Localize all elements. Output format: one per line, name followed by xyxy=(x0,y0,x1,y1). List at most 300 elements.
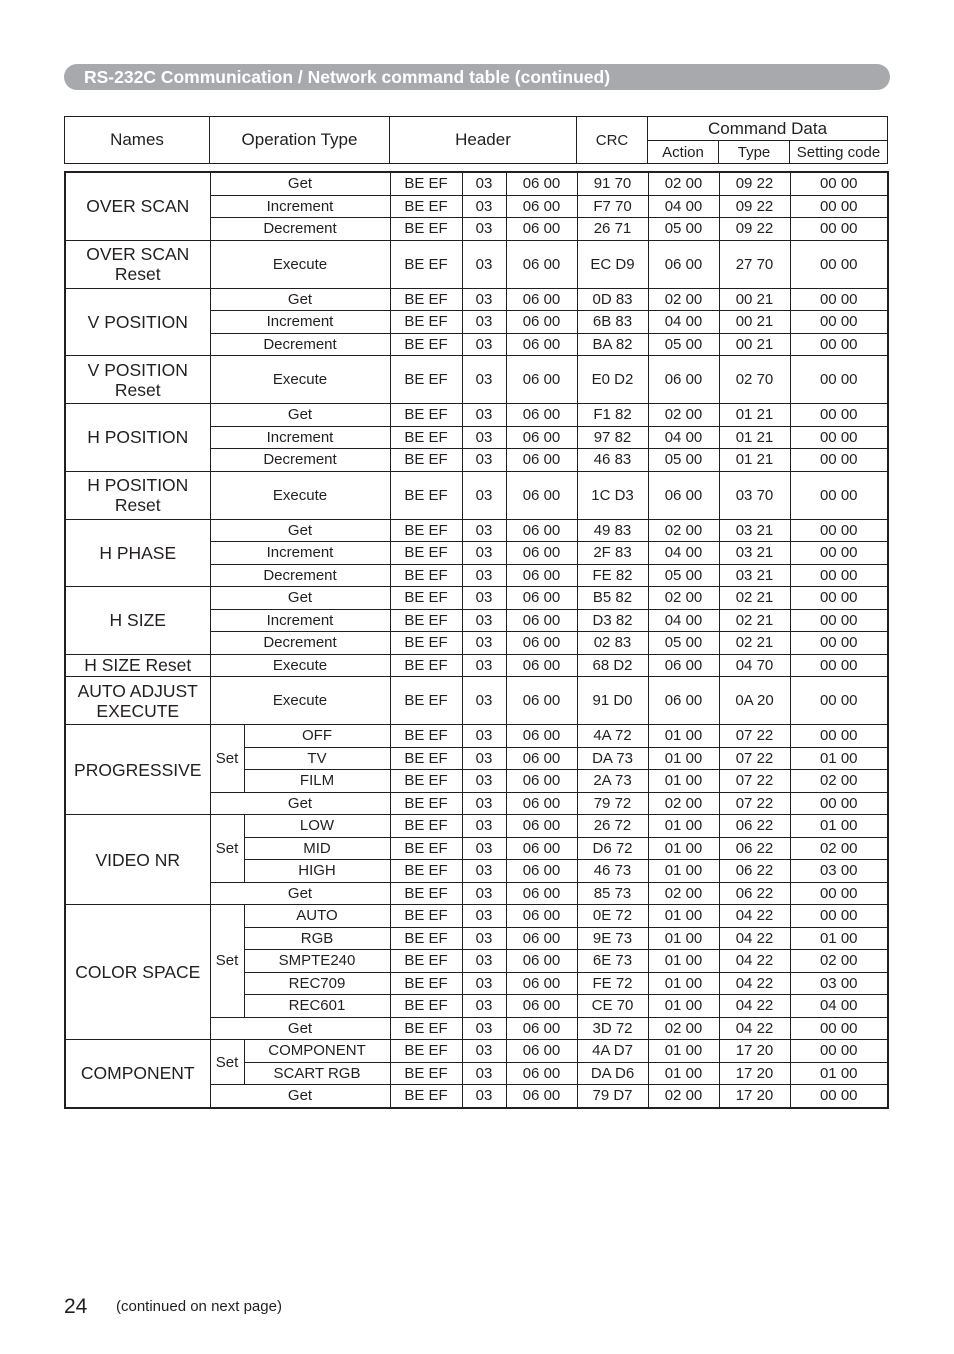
action-cell: 02 00 xyxy=(648,404,719,427)
header-byte-3: 03 xyxy=(462,356,506,404)
crc-cell: 91 D0 xyxy=(577,677,648,725)
operation-type-cell: Get xyxy=(210,404,390,427)
table-row xyxy=(65,654,888,677)
type-cell: 17 20 xyxy=(719,1062,790,1085)
type-cell: 04 22 xyxy=(719,927,790,950)
header-bytes: BE EF xyxy=(390,995,462,1018)
action-cell: 01 00 xyxy=(648,815,719,838)
operation-type-cell: Execute xyxy=(210,677,390,725)
header-table xyxy=(64,116,888,164)
operation-type-cell: Increment xyxy=(210,195,390,218)
crc-cell: FE 72 xyxy=(577,972,648,995)
setting-code-cell: 03 00 xyxy=(790,972,888,995)
header-byte-3: 03 xyxy=(462,404,506,427)
header-byte-3: 03 xyxy=(462,519,506,542)
operation-type-cell: Decrement xyxy=(210,218,390,241)
header-byte-3: 03 xyxy=(462,218,506,241)
table-row xyxy=(65,172,888,195)
header-bytes-4-5: 06 00 xyxy=(506,725,577,748)
crc-cell: 26 71 xyxy=(577,218,648,241)
operation-type-cell: Get xyxy=(210,792,390,815)
setting-code-cell: 00 00 xyxy=(790,609,888,632)
operation-type-cell: Execute xyxy=(210,356,390,404)
header-bytes-4-5: 06 00 xyxy=(506,632,577,655)
setting-code-cell: 00 00 xyxy=(790,311,888,334)
header-bytes: BE EF xyxy=(390,311,462,334)
action-cell: 06 00 xyxy=(648,356,719,404)
header-byte-3: 03 xyxy=(462,815,506,838)
setting-code-cell: 00 00 xyxy=(790,1085,888,1108)
crc-cell: 46 83 xyxy=(577,449,648,472)
crc-cell: 85 73 xyxy=(577,882,648,905)
operation-type-cell: Execute xyxy=(210,240,390,288)
action-cell: 05 00 xyxy=(648,333,719,356)
header-bytes-4-5: 06 00 xyxy=(506,747,577,770)
header-byte-3: 03 xyxy=(462,1017,506,1040)
action-cell: 02 00 xyxy=(648,1017,719,1040)
operation-type-cell: Get xyxy=(210,587,390,610)
crc-cell: D3 82 xyxy=(577,609,648,632)
action-cell: 01 00 xyxy=(648,905,719,928)
type-cell: 06 22 xyxy=(719,815,790,838)
header-bytes: BE EF xyxy=(390,218,462,241)
setting-code-cell: 01 00 xyxy=(790,815,888,838)
setting-code-cell: 01 00 xyxy=(790,1062,888,1085)
type-cell: 00 21 xyxy=(719,333,790,356)
header-byte-3: 03 xyxy=(462,632,506,655)
crc-cell: 0E 72 xyxy=(577,905,648,928)
type-cell: 09 22 xyxy=(719,218,790,241)
header-bytes: BE EF xyxy=(390,1040,462,1063)
setting-code-cell: 00 00 xyxy=(790,542,888,565)
header-bytes-4-5: 06 00 xyxy=(506,333,577,356)
header-byte-3: 03 xyxy=(462,1062,506,1085)
section-banner xyxy=(64,64,890,90)
type-cell: 04 22 xyxy=(719,905,790,928)
type-cell: 09 22 xyxy=(719,172,790,195)
action-cell: 01 00 xyxy=(648,927,719,950)
action-cell: 04 00 xyxy=(648,426,719,449)
setting-code-cell: 00 00 xyxy=(790,356,888,404)
header-bytes-4-5: 06 00 xyxy=(506,542,577,565)
set-label: Set xyxy=(210,905,244,1018)
header-byte-3: 03 xyxy=(462,288,506,311)
header-byte-3: 03 xyxy=(462,1085,506,1108)
setting-code-cell: 00 00 xyxy=(790,1017,888,1040)
command-name: H SIZE Reset xyxy=(65,654,210,677)
setting-code-cell: 00 00 xyxy=(790,426,888,449)
type-cell: 17 20 xyxy=(719,1040,790,1063)
type-cell: 04 22 xyxy=(719,995,790,1018)
operation-type-cell: Execute xyxy=(210,654,390,677)
command-name: VIDEO NR xyxy=(65,815,210,905)
header-bytes-4-5: 06 00 xyxy=(506,404,577,427)
header-bytes-4-5: 06 00 xyxy=(506,792,577,815)
crc-cell: 9E 73 xyxy=(577,927,648,950)
header-byte-3: 03 xyxy=(462,972,506,995)
crc-cell: 4A D7 xyxy=(577,1040,648,1063)
header-names: Names xyxy=(65,117,210,164)
header-bytes-4-5: 06 00 xyxy=(506,905,577,928)
header-bytes-4-5: 06 00 xyxy=(506,609,577,632)
operation-type-cell: Get xyxy=(210,1017,390,1040)
setting-code-cell: 00 00 xyxy=(790,725,888,748)
header-bytes-4-5: 06 00 xyxy=(506,587,577,610)
type-cell: 27 70 xyxy=(719,240,790,288)
header-bytes-4-5: 06 00 xyxy=(506,950,577,973)
action-cell: 02 00 xyxy=(648,172,719,195)
header-bytes-4-5: 06 00 xyxy=(506,426,577,449)
type-cell: 07 22 xyxy=(719,770,790,793)
setting-code-cell: 00 00 xyxy=(790,449,888,472)
type-cell: 03 21 xyxy=(719,542,790,565)
table-row xyxy=(65,404,888,427)
command-name: V POSITION xyxy=(65,288,210,356)
table-row xyxy=(65,471,888,519)
crc-cell: DA 73 xyxy=(577,747,648,770)
header-byte-3: 03 xyxy=(462,747,506,770)
header-bytes: BE EF xyxy=(390,519,462,542)
setting-code-cell: 00 00 xyxy=(790,882,888,905)
table-row xyxy=(65,905,888,928)
command-name: H POSITION Reset xyxy=(65,471,210,519)
crc-cell: D6 72 xyxy=(577,837,648,860)
action-cell: 06 00 xyxy=(648,677,719,725)
setting-code-cell: 00 00 xyxy=(790,519,888,542)
type-cell: 06 22 xyxy=(719,860,790,883)
setting-code-cell: 01 00 xyxy=(790,927,888,950)
header-bytes-4-5: 06 00 xyxy=(506,288,577,311)
type-cell: 01 21 xyxy=(719,404,790,427)
header-bytes-4-5: 06 00 xyxy=(506,815,577,838)
header-bytes: BE EF xyxy=(390,950,462,973)
setting-code-cell: 02 00 xyxy=(790,770,888,793)
setting-code-cell: 00 00 xyxy=(790,218,888,241)
table-row xyxy=(65,519,888,542)
header-byte-3: 03 xyxy=(462,995,506,1018)
type-cell: 04 70 xyxy=(719,654,790,677)
header-bytes: BE EF xyxy=(390,609,462,632)
operation-type-cell: Decrement xyxy=(210,632,390,655)
type-cell: 00 21 xyxy=(719,311,790,334)
header-bytes-4-5: 06 00 xyxy=(506,519,577,542)
command-name: V POSITION Reset xyxy=(65,356,210,404)
header-bytes-4-5: 06 00 xyxy=(506,860,577,883)
header-bytes: BE EF xyxy=(390,654,462,677)
header-bytes: BE EF xyxy=(390,471,462,519)
setting-code-cell: 02 00 xyxy=(790,837,888,860)
action-cell: 01 00 xyxy=(648,770,719,793)
header-bytes: BE EF xyxy=(390,1062,462,1085)
operation-type-cell: Decrement xyxy=(210,333,390,356)
command-name: COMPONENT xyxy=(65,1040,210,1108)
crc-cell: E0 D2 xyxy=(577,356,648,404)
operation-type-cell: SMPTE240 xyxy=(244,950,390,973)
action-cell: 02 00 xyxy=(648,587,719,610)
table-row xyxy=(65,677,888,725)
header-byte-3: 03 xyxy=(462,860,506,883)
action-cell: 04 00 xyxy=(648,195,719,218)
operation-type-cell: Get xyxy=(210,1085,390,1108)
header-bytes: BE EF xyxy=(390,882,462,905)
header-bytes: BE EF xyxy=(390,564,462,587)
setting-code-cell: 04 00 xyxy=(790,995,888,1018)
action-cell: 01 00 xyxy=(648,995,719,1018)
type-cell: 06 22 xyxy=(719,837,790,860)
type-cell: 06 22 xyxy=(719,882,790,905)
operation-type-cell: LOW xyxy=(244,815,390,838)
operation-type-cell: Execute xyxy=(210,471,390,519)
crc-cell: 79 72 xyxy=(577,792,648,815)
command-name: COLOR SPACE xyxy=(65,905,210,1040)
header-bytes-4-5: 06 00 xyxy=(506,195,577,218)
header-bytes-4-5: 06 00 xyxy=(506,172,577,195)
type-cell: 02 21 xyxy=(719,587,790,610)
crc-cell: 68 D2 xyxy=(577,654,648,677)
command-name: AUTO ADJUST EXECUTE xyxy=(65,677,210,725)
set-label: Set xyxy=(210,815,244,883)
header-bytes: BE EF xyxy=(390,927,462,950)
type-cell: 03 21 xyxy=(719,519,790,542)
operation-type-cell: AUTO xyxy=(244,905,390,928)
action-cell: 04 00 xyxy=(648,609,719,632)
header-bytes: BE EF xyxy=(390,333,462,356)
action-cell: 06 00 xyxy=(648,654,719,677)
action-cell: 04 00 xyxy=(648,311,719,334)
operation-type-cell: SCART RGB xyxy=(244,1062,390,1085)
page-number: 24 xyxy=(64,1295,88,1318)
header-byte-3: 03 xyxy=(462,609,506,632)
operation-type-cell: Increment xyxy=(210,609,390,632)
crc-cell: BA 82 xyxy=(577,333,648,356)
crc-cell: 91 70 xyxy=(577,172,648,195)
crc-cell: 46 73 xyxy=(577,860,648,883)
crc-cell: 6B 83 xyxy=(577,311,648,334)
crc-cell: 6E 73 xyxy=(577,950,648,973)
header-byte-3: 03 xyxy=(462,449,506,472)
action-cell: 04 00 xyxy=(648,542,719,565)
operation-type-cell: Get xyxy=(210,288,390,311)
header-bytes: BE EF xyxy=(390,449,462,472)
header-bytes-4-5: 06 00 xyxy=(506,654,577,677)
header-type: Type xyxy=(719,141,790,164)
type-cell: 04 22 xyxy=(719,972,790,995)
header-byte-3: 03 xyxy=(462,587,506,610)
header-bytes: BE EF xyxy=(390,587,462,610)
operation-type-cell: Increment xyxy=(210,311,390,334)
crc-cell: 79 D7 xyxy=(577,1085,648,1108)
command-name: H PHASE xyxy=(65,519,210,587)
setting-code-cell: 00 00 xyxy=(790,172,888,195)
header-bytes: BE EF xyxy=(390,770,462,793)
header-bytes: BE EF xyxy=(390,860,462,883)
action-cell: 02 00 xyxy=(648,1085,719,1108)
crc-cell: 26 72 xyxy=(577,815,648,838)
header-bytes: BE EF xyxy=(390,905,462,928)
header-bytes-4-5: 06 00 xyxy=(506,1040,577,1063)
action-cell: 01 00 xyxy=(648,860,719,883)
action-cell: 01 00 xyxy=(648,725,719,748)
operation-type-cell: TV xyxy=(244,747,390,770)
header-bytes-4-5: 06 00 xyxy=(506,1017,577,1040)
header-bytes: BE EF xyxy=(390,972,462,995)
header-byte-3: 03 xyxy=(462,792,506,815)
header-bytes: BE EF xyxy=(390,404,462,427)
header-byte-3: 03 xyxy=(462,311,506,334)
continued-note: (continued on next page) xyxy=(116,1298,282,1315)
header-bytes: BE EF xyxy=(390,677,462,725)
setting-code-cell: 00 00 xyxy=(790,240,888,288)
crc-cell: 2A 73 xyxy=(577,770,648,793)
table-row xyxy=(65,1040,888,1063)
crc-cell: 02 83 xyxy=(577,632,648,655)
operation-type-cell: REC601 xyxy=(244,995,390,1018)
action-cell: 02 00 xyxy=(648,519,719,542)
header-operation-type: Operation Type xyxy=(210,117,390,164)
action-cell: 05 00 xyxy=(648,218,719,241)
type-cell: 04 22 xyxy=(719,950,790,973)
header-bytes-4-5: 06 00 xyxy=(506,311,577,334)
operation-type-cell: Increment xyxy=(210,426,390,449)
setting-code-cell: 00 00 xyxy=(790,471,888,519)
header-bytes: BE EF xyxy=(390,542,462,565)
operation-type-cell: Get xyxy=(210,172,390,195)
setting-code-cell: 00 00 xyxy=(790,905,888,928)
command-name: OVER SCAN Reset xyxy=(65,240,210,288)
setting-code-cell: 01 00 xyxy=(790,747,888,770)
type-cell: 07 22 xyxy=(719,725,790,748)
operation-type-cell: Get xyxy=(210,519,390,542)
banner-title: RS-232C Communication / Network command table (continued) xyxy=(84,67,611,87)
command-name: H SIZE xyxy=(65,587,210,655)
header-action: Action xyxy=(648,141,719,164)
action-cell: 02 00 xyxy=(648,288,719,311)
crc-cell: 1C D3 xyxy=(577,471,648,519)
setting-code-cell: 00 00 xyxy=(790,632,888,655)
header-bytes-4-5: 06 00 xyxy=(506,882,577,905)
header-bytes-4-5: 06 00 xyxy=(506,564,577,587)
header-bytes: BE EF xyxy=(390,792,462,815)
crc-cell: 97 82 xyxy=(577,426,648,449)
setting-code-cell: 00 00 xyxy=(790,792,888,815)
header-header: Header xyxy=(390,117,577,164)
header-byte-3: 03 xyxy=(462,240,506,288)
header-byte-3: 03 xyxy=(462,542,506,565)
header-byte-3: 03 xyxy=(462,654,506,677)
header-bytes-4-5: 06 00 xyxy=(506,770,577,793)
header-bytes-4-5: 06 00 xyxy=(506,240,577,288)
setting-code-cell: 00 00 xyxy=(790,333,888,356)
header-byte-3: 03 xyxy=(462,471,506,519)
header-byte-3: 03 xyxy=(462,333,506,356)
header-byte-3: 03 xyxy=(462,725,506,748)
action-cell: 01 00 xyxy=(648,1040,719,1063)
type-cell: 03 21 xyxy=(719,564,790,587)
type-cell: 07 22 xyxy=(719,792,790,815)
crc-cell: 2F 83 xyxy=(577,542,648,565)
operation-type-cell: Increment xyxy=(210,542,390,565)
type-cell: 04 22 xyxy=(719,1017,790,1040)
header-byte-3: 03 xyxy=(462,837,506,860)
operation-type-cell: REC709 xyxy=(244,972,390,995)
crc-cell: CE 70 xyxy=(577,995,648,1018)
table-row xyxy=(65,356,888,404)
action-cell: 01 00 xyxy=(648,1062,719,1085)
setting-code-cell: 00 00 xyxy=(790,1040,888,1063)
action-cell: 02 00 xyxy=(648,792,719,815)
type-cell: 00 21 xyxy=(719,288,790,311)
header-bytes-4-5: 06 00 xyxy=(506,471,577,519)
table-row xyxy=(65,815,888,838)
header-crc: CRC xyxy=(577,117,648,164)
header-byte-3: 03 xyxy=(462,950,506,973)
type-cell: 01 21 xyxy=(719,449,790,472)
setting-code-cell: 03 00 xyxy=(790,860,888,883)
command-name: PROGRESSIVE xyxy=(65,725,210,815)
table-row xyxy=(65,587,888,610)
action-cell: 05 00 xyxy=(648,632,719,655)
operation-type-cell: Get xyxy=(210,882,390,905)
header-bytes: BE EF xyxy=(390,747,462,770)
header-byte-3: 03 xyxy=(462,905,506,928)
type-cell: 0A 20 xyxy=(719,677,790,725)
header-bytes-4-5: 06 00 xyxy=(506,837,577,860)
crc-cell: 0D 83 xyxy=(577,288,648,311)
setting-code-cell: 00 00 xyxy=(790,587,888,610)
type-cell: 07 22 xyxy=(719,747,790,770)
type-cell: 09 22 xyxy=(719,195,790,218)
header-command-data: Command Data xyxy=(648,117,888,141)
crc-cell: 3D 72 xyxy=(577,1017,648,1040)
header-bytes-4-5: 06 00 xyxy=(506,1085,577,1108)
action-cell: 06 00 xyxy=(648,471,719,519)
set-label: Set xyxy=(210,725,244,793)
header-bytes-4-5: 06 00 xyxy=(506,972,577,995)
header-bytes: BE EF xyxy=(390,195,462,218)
header-byte-3: 03 xyxy=(462,882,506,905)
operation-type-cell: FILM xyxy=(244,770,390,793)
setting-code-cell: 00 00 xyxy=(790,404,888,427)
setting-code-cell: 00 00 xyxy=(790,564,888,587)
header-bytes: BE EF xyxy=(390,1017,462,1040)
action-cell: 01 00 xyxy=(648,972,719,995)
header-byte-3: 03 xyxy=(462,195,506,218)
type-cell: 17 20 xyxy=(719,1085,790,1108)
action-cell: 05 00 xyxy=(648,449,719,472)
set-label: Set xyxy=(210,1040,244,1085)
type-cell: 01 21 xyxy=(719,426,790,449)
header-bytes: BE EF xyxy=(390,288,462,311)
setting-code-cell: 00 00 xyxy=(790,654,888,677)
command-table xyxy=(64,171,889,1109)
crc-cell: 49 83 xyxy=(577,519,648,542)
operation-type-cell: OFF xyxy=(244,725,390,748)
header-bytes-4-5: 06 00 xyxy=(506,995,577,1018)
header-byte-3: 03 xyxy=(462,564,506,587)
header-bytes: BE EF xyxy=(390,837,462,860)
operation-type-cell: RGB xyxy=(244,927,390,950)
crc-cell: EC D9 xyxy=(577,240,648,288)
setting-code-cell: 00 00 xyxy=(790,195,888,218)
header-byte-3: 03 xyxy=(462,677,506,725)
operation-type-cell: HIGH xyxy=(244,860,390,883)
action-cell: 01 00 xyxy=(648,747,719,770)
header-bytes-4-5: 06 00 xyxy=(506,1062,577,1085)
type-cell: 03 70 xyxy=(719,471,790,519)
header-byte-3: 03 xyxy=(462,927,506,950)
crc-cell: F1 82 xyxy=(577,404,648,427)
header-bytes: BE EF xyxy=(390,172,462,195)
